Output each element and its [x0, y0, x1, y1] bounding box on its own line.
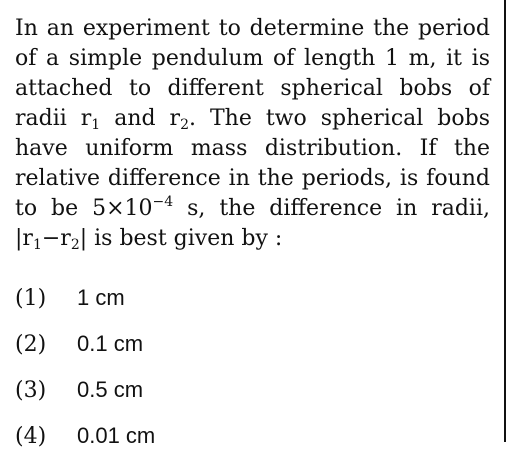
option-3[interactable] — [15, 367, 155, 413]
option-value: 0.5 cm — [77, 377, 144, 402]
option-value: 1 cm — [77, 285, 125, 310]
option-value: 0.1 cm — [77, 331, 144, 356]
question-text-part: In an experiment to determine the period of a simple pendulum of length 1 m, it is attached to different spherical bobs of radii r — [15, 16, 490, 131]
option-value: 0.01 cm — [77, 423, 156, 448]
question-text-part: and r — [100, 106, 181, 131]
option-number: (4) — [15, 423, 47, 449]
question-text — [15, 14, 490, 254]
page-right-border — [504, 0, 506, 442]
question-text-part: −r — [41, 226, 71, 251]
question-text-part: | is best given by : — [79, 226, 283, 251]
exponent: −4 — [152, 194, 174, 210]
subscript: 1 — [91, 117, 101, 133]
subscript: 1 — [32, 237, 42, 253]
question-text-part: . The two spherical bobs have uniform mass distribution. If the relative difference in the periods, is found to be 5×10 — [15, 106, 490, 221]
option-number: (2) — [15, 331, 47, 357]
option-2[interactable] — [15, 321, 155, 367]
answer-options — [15, 275, 155, 459]
option-number: (3) — [15, 377, 47, 403]
subscript: 2 — [180, 117, 189, 133]
option-4[interactable] — [15, 413, 155, 459]
question-text-part: s, the difference in radii, |r — [15, 196, 490, 251]
option-1[interactable] — [15, 275, 155, 321]
option-number: (1) — [15, 285, 47, 311]
subscript: 2 — [70, 237, 80, 253]
